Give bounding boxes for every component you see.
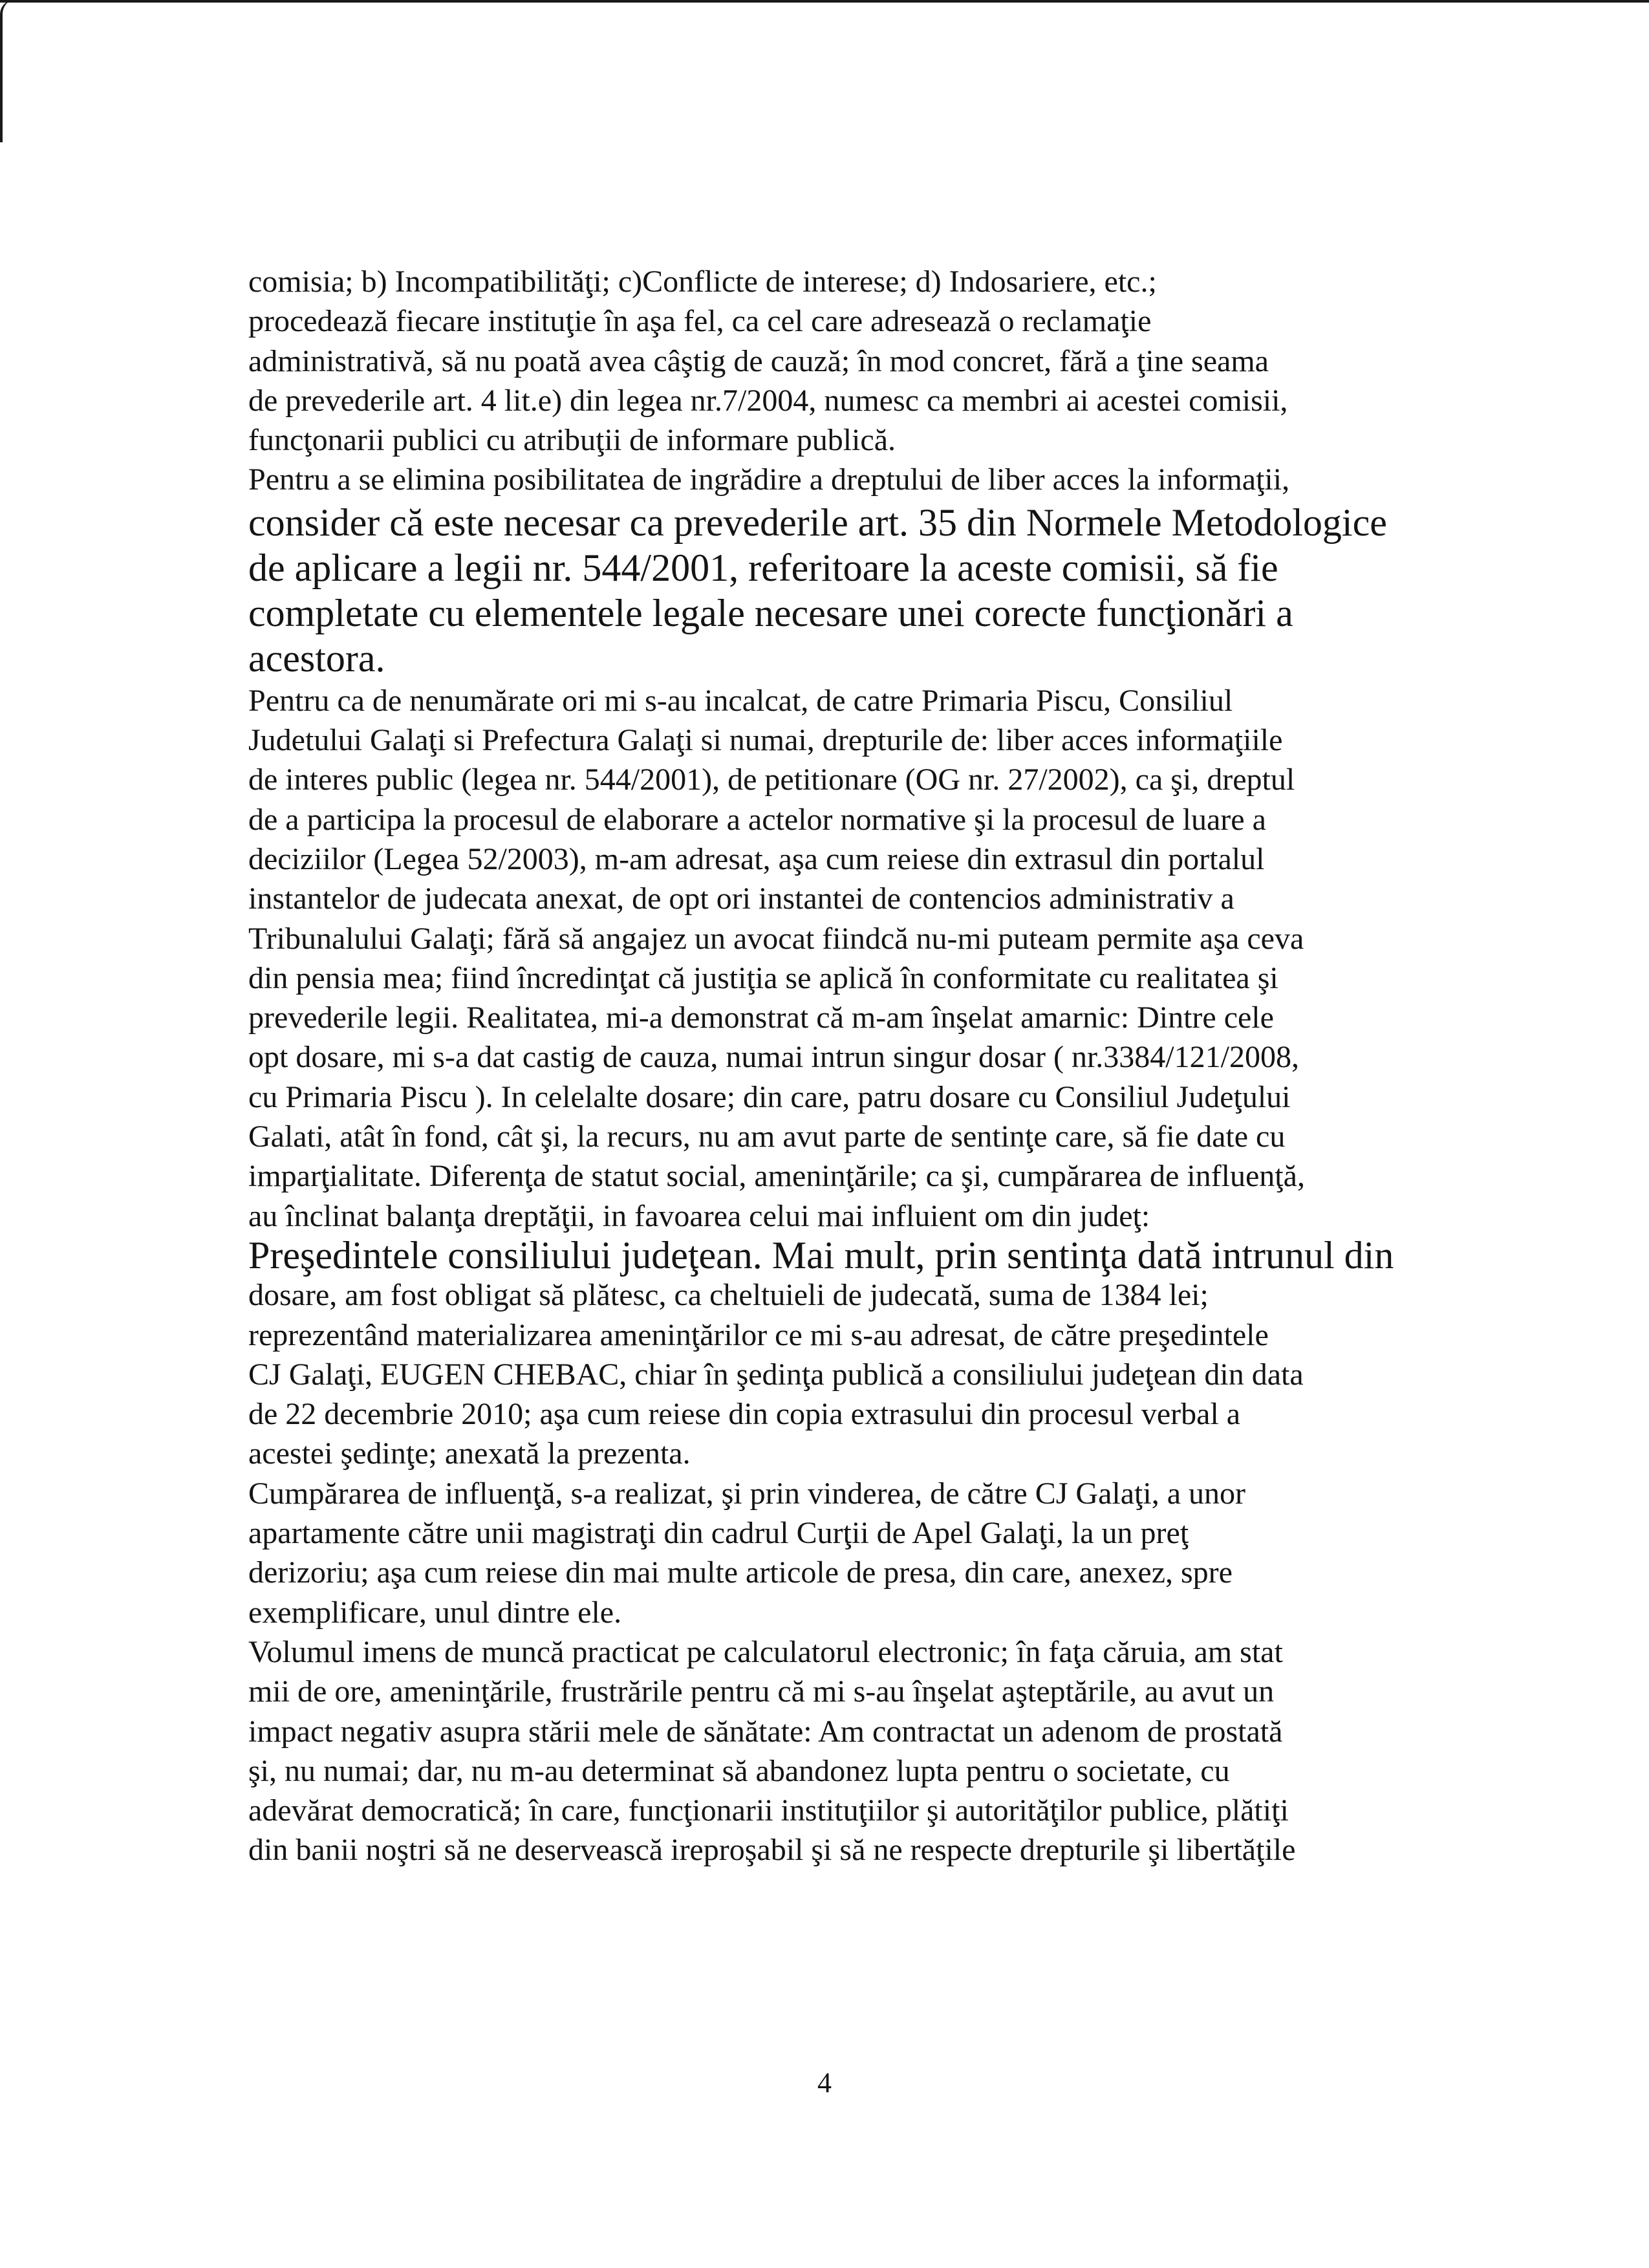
text-line: consider că este necesar ca prevederile art. 35 din Normele Metodologice bbox=[248, 501, 1387, 544]
text-line: reprezentând materializarea ameninţărilor ce mi s-au adresat, de către preşedintele bbox=[248, 1317, 1269, 1352]
text-line: procedează fiecare instituţie în aşa fel, ca cel care adresează o reclamaţie bbox=[248, 304, 1152, 339]
text-line: şi, nu numai; dar, nu m-au determinat să abandonez lupta pentru o societate, cu bbox=[248, 1753, 1230, 1788]
text-line: completate cu elementele legale necesare unei corecte funcţionări a bbox=[248, 591, 1293, 634]
text-line: apartamente către unii magistraţi din cadrul Curţii de Apel Galaţi, la un preţ bbox=[248, 1516, 1189, 1551]
text-line: de 22 decembrie 2010; aşa cum reiese din copia extrasului din procesul verbal a bbox=[248, 1397, 1241, 1432]
text-line: adevărat democratică; în care, funcţionarii instituţiilor şi autorităţilor publice, plătiţi bbox=[248, 1793, 1289, 1828]
text-line: prevederile legii. Realitatea, mi-a demonstrat că m-am înşelat amarnic: Dintre cele bbox=[248, 1000, 1274, 1035]
page-number: 4 bbox=[817, 2067, 832, 2099]
text-line: acestora. bbox=[248, 636, 385, 680]
text-line: Preşedintele consiliului judeţean. Mai mult, prin sentinţa dată intrunul din bbox=[248, 1233, 1394, 1277]
text-line: instantelor de judecata anexat, de opt ori instantei de contencios administrativ a bbox=[248, 881, 1234, 916]
body-text bbox=[248, 262, 1513, 1870]
text-line: de prevederile art. 4 lit.e) din legea nr.7/2004, numesc ca membri ai acestei comisii, bbox=[248, 383, 1288, 418]
text-line: comisia; b) Incompatibilităţi; c)Conflicte de interese; d) Indosariere, etc.; bbox=[248, 265, 1157, 299]
text-line: funcţonarii publici cu atribuţii de informare publică. bbox=[248, 423, 896, 458]
text-line: din pensia mea; fiind încredinţat că justiţia se aplică în conformitate cu realitatea şi bbox=[248, 960, 1278, 995]
text-line: acestei şedinţe; anexată la prezenta. bbox=[248, 1436, 691, 1471]
text-line: imparţialitate. Diferenţa de statut social, ameninţările; ca şi, cumpărarea de influenţă, bbox=[248, 1159, 1305, 1194]
scan-border-top bbox=[0, 0, 1649, 9]
text-line: de a participa la procesul de elaborare a actelor normative şi la procesul de luare a bbox=[248, 802, 1266, 837]
text-line: CJ Galaţi, EUGEN CHEBAC, chiar în şedinţa publică a consiliului judeţean din data bbox=[248, 1357, 1304, 1392]
text-line: din banii noştri să ne deservească ireproşabil şi să ne respecte drepturile şi libertăţile bbox=[248, 1833, 1296, 1868]
text-line: Judetului Galaţi si Prefectura Galaţi si numai, drepturile de: liber acces informaţiile bbox=[248, 723, 1283, 758]
text-line: impact negativ asupra stării mele de sănătate: Am contractat un adenom de prostată bbox=[248, 1714, 1283, 1749]
text-line: cu Primaria Piscu ). In celelalte dosare; din care, patru dosare cu Consiliul Judeţului bbox=[248, 1079, 1291, 1114]
text-line: de interes public (legea nr. 544/2001), de petitionare (OG nr. 27/2002), ca şi, dreptul bbox=[248, 762, 1295, 797]
text-line: Pentru a se elimina posibilitatea de ingrădire a dreptului de liber acces la informaţii, bbox=[248, 462, 1290, 497]
text-line: deciziilor (Legea 52/2003), m-am adresat, aşa cum reiese din extrasul din portalul bbox=[248, 841, 1265, 876]
text-line: Cumpărarea de influenţă, s-a realizat, şi prin vinderea, de către CJ Galaţi, a unor bbox=[248, 1476, 1245, 1511]
text-line: Volumul imens de muncă practicat pe calculatorul electronic; în faţa căruia, am stat bbox=[248, 1634, 1283, 1669]
text-line: de aplicare a legii nr. 544/2001, referitoare la aceste comisii, să fie bbox=[248, 546, 1278, 589]
text-line: exemplificare, unul dintre ele. bbox=[248, 1595, 622, 1630]
text-line: opt dosare, mi s-a dat castig de cauza, numai intrun singur dosar ( nr.3384/121/2008, bbox=[248, 1040, 1299, 1075]
text-line: dosare, am fost obligat să plătesc, ca cheltuieli de judecată, suma de 1384 lei; bbox=[248, 1278, 1209, 1313]
text-line: mii de ore, ameninţările, frustrările pentru că mi s-au înşelat aşteptările, au avut un bbox=[248, 1674, 1275, 1709]
text-line: Pentru ca de nenumărate ori mi s-au incalcat, de catre Primaria Piscu, Consiliul bbox=[248, 683, 1233, 718]
text-line: administrativă, să nu poată avea câştig de cauză; în mod concret, fără a ţine seama bbox=[248, 343, 1269, 378]
text-line: Tribunalului Galaţi; fără să angajez un avocat fiindcă nu-mi puteam permite aşa ceva bbox=[248, 921, 1304, 956]
text-line: au înclinat balanţa dreptăţii, in favoarea celui mai influient om din judeţ: bbox=[248, 1198, 1150, 1233]
text-line: Galati, atât în fond, cât şi, la recurs, nu am avut parte de sentinţe care, să fie date cu bbox=[248, 1119, 1286, 1154]
scan-border-left bbox=[0, 0, 14, 142]
text-line: derizoriu; aşa cum reiese din mai multe articole de presa, din care, anexez, spre bbox=[248, 1555, 1233, 1590]
